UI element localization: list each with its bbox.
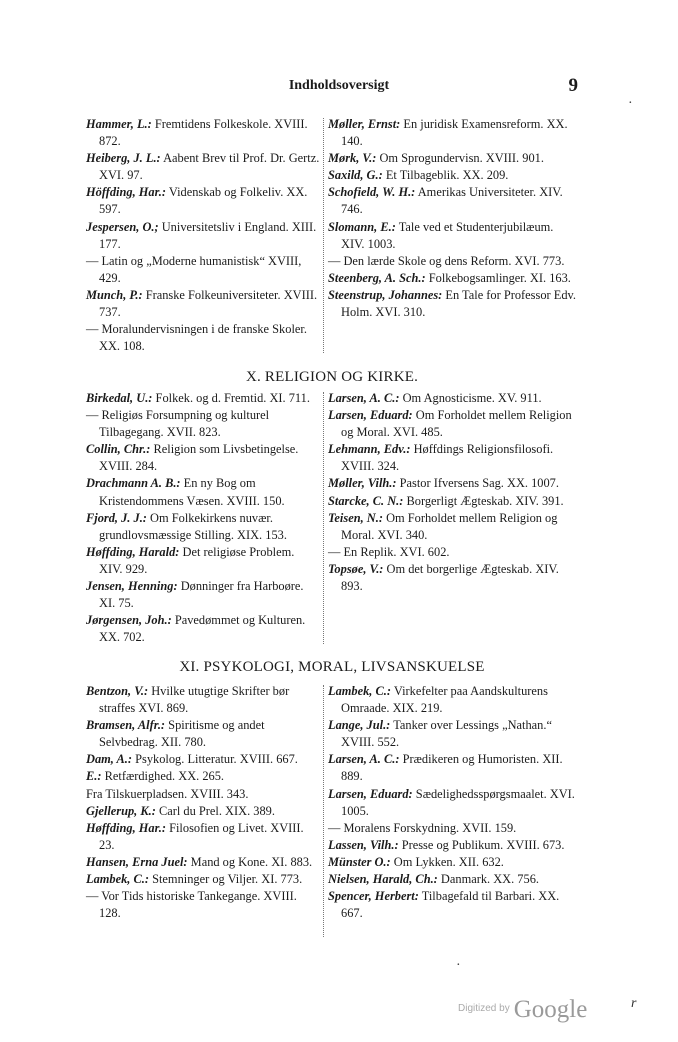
author-name: Lambek, C.: — [328, 684, 391, 698]
index-entry — [86, 475, 320, 509]
entry-text: Pavedømmet og Kulturen. XX. 702. — [99, 613, 306, 645]
author-name: Jørgensen, Joh.: — [86, 613, 172, 628]
index-entry — [328, 820, 578, 837]
entry-text: Om Forholdet mellem Religion og Moral. XVI. 340. — [341, 510, 558, 542]
entry-text: — Vor Tids historiske Tankegange. XVIII. 128. — [86, 889, 297, 921]
author-name: Lange, Jul.: — [328, 718, 391, 733]
index-entry — [328, 493, 578, 510]
author-name: Larsen, Eduard: — [328, 786, 413, 801]
author-name: Teisen, N.: — [328, 510, 383, 525]
author-name: Høffding, Harald: — [86, 544, 180, 559]
entry-text: Amerikas Universiteter. XIV. 746. — [341, 185, 563, 217]
entry-text: Fra Tilskuerpladsen. XVIII. 343. — [86, 786, 249, 801]
author-name: Nielsen, Harald, Ch.: — [328, 872, 438, 887]
left-column — [86, 116, 320, 355]
entry-text: En Tale for Professor Edv. Holm. XVI. 310. — [341, 287, 577, 320]
author-name: Hammer, L.: — [86, 117, 152, 131]
entry-text: Fremtidens Folkeskole. XVIII. 872. — [99, 117, 308, 149]
index-entry — [86, 219, 320, 253]
entry-text: En ny Bog om Kristendommens Væsen. XVIII. 150. — [99, 476, 285, 508]
author-name: Steenberg, A. Sch.: — [328, 270, 426, 285]
index-entry — [328, 253, 578, 270]
author-name: Lassen, Vilh.: — [328, 837, 399, 852]
index-entry — [86, 253, 320, 287]
scan-mark: · — [628, 96, 633, 111]
index-entry — [86, 578, 320, 612]
page-number: 9 — [568, 75, 578, 96]
index-entry — [86, 888, 320, 922]
entry-text: Religion som Livsbetingelse. XVIII. 284. — [99, 442, 299, 474]
index-entry — [328, 270, 578, 287]
author-name: Schofield, W. H.: — [328, 185, 416, 200]
author-name: Lambek, C.: — [86, 872, 149, 887]
index-entry — [328, 786, 578, 820]
index-entry — [86, 871, 320, 888]
index-entry — [86, 116, 320, 150]
entry-text: — Latin og „Moderne humanistisk“ XVIII, 429. — [86, 253, 302, 285]
index-entry — [328, 475, 578, 492]
index-entry — [328, 390, 578, 407]
google-logo: Google — [513, 996, 588, 1023]
author-name: Gjellerup, K.: — [86, 803, 156, 818]
author-name: E.: — [86, 769, 102, 784]
entry-text: Et Tilbageblik. XX. 209. — [385, 168, 509, 183]
index-entry — [328, 150, 578, 167]
index-entry — [328, 407, 578, 441]
author-name: Møller, Vilh.: — [328, 476, 397, 491]
entry-text: Stemninger og Viljer. XI. 773. — [152, 872, 303, 887]
entry-text: — En Replik. XVI. 602. — [328, 544, 450, 559]
index-entry — [328, 287, 578, 321]
page-header — [0, 75, 678, 100]
index-entry — [328, 219, 578, 253]
author-name: Jensen, Henning: — [86, 579, 178, 594]
author-name: Topsøe, V.: — [328, 561, 384, 576]
author-name: Collin, Chr.: — [86, 442, 151, 457]
entry-text: — Moralundervisningen i de franske Skoler. XX. 108. — [86, 322, 307, 354]
entry-text: Tilbagefald til Barbari. XX. 667. — [341, 889, 560, 921]
index-entry — [328, 116, 578, 150]
index-entry — [328, 561, 578, 595]
entry-text: Det religiøse Problem. XIV. 929. — [99, 544, 295, 576]
index-entry — [86, 820, 320, 854]
entry-text: Hvilke utugtige Skrifter bør straffes XVI. 869. — [99, 684, 290, 716]
author-name: Bentzon, V.: — [86, 684, 149, 698]
entry-text: Prædikeren og Humoristen. XII. 889. — [341, 752, 563, 784]
index-entry — [328, 871, 578, 888]
right-column — [328, 116, 578, 321]
entry-text: Om Forholdet mellem Religion og Moral. XVI. 485. — [341, 408, 572, 440]
entry-text: — Moralens Forskydning. XVII. 159. — [328, 820, 517, 835]
author-name: Larsen, A. C.: — [328, 752, 400, 767]
author-name: Mørk, V.: — [328, 151, 377, 166]
index-entry — [86, 612, 320, 646]
index-entry — [328, 854, 578, 871]
index-entry — [328, 751, 578, 785]
author-name: Birkedal, U.: — [86, 391, 153, 405]
right-column — [328, 683, 578, 922]
index-entry — [86, 544, 320, 578]
author-name: Larsen, Eduard: — [328, 408, 413, 423]
author-name: Slomann, E.: — [328, 219, 396, 234]
entry-text: Om Sprogundervisn. XVIII. 901. — [379, 151, 544, 166]
column-divider — [323, 685, 324, 937]
digitized-watermark — [458, 996, 587, 1026]
index-entry — [328, 184, 578, 218]
entry-text: Om Folkekirkens nuvær. grundlovsmæssige Stilling. XIX. 153. — [99, 510, 287, 542]
entry-text: Dønninger fra Harboøre. XI. 75. — [99, 579, 304, 611]
author-name: Heiberg, J. L.: — [86, 151, 161, 166]
entry-text: En juridisk Examensreform. XX. 140. — [341, 117, 568, 149]
entry-text: Om det borgerlige Ægteskab. XIV. 893. — [341, 561, 559, 594]
entry-text: Mand og Kone. XI. 883. — [190, 854, 313, 869]
entry-text: — Den lærde Skole og dens Reform. XVI. 773. — [328, 253, 565, 268]
running-title: Indholdsoversigt — [288, 78, 390, 93]
index-entry — [86, 786, 320, 803]
index-entry — [86, 407, 320, 441]
entry-text: Tale ved et Studenterjubilæum. XIV. 1003. — [341, 219, 554, 251]
column-divider — [323, 392, 324, 644]
index-entry — [86, 803, 320, 820]
entry-text: Sædelighedsspørgsmaalet. XVI. 1005. — [341, 786, 575, 818]
index-entry — [328, 167, 578, 184]
right-column — [328, 390, 578, 595]
author-name: Münster O.: — [328, 854, 391, 869]
index-entry — [86, 390, 320, 407]
author-name: Møller, Ernst: — [328, 117, 401, 131]
index-entry — [86, 768, 320, 785]
author-name: Drachmann A. B.: — [86, 476, 181, 491]
scan-mark: r — [631, 996, 637, 1011]
author-name: Larsen, A. C.: — [328, 391, 400, 405]
entry-text: Videnskab og Folkeliv. XX. 597. — [99, 185, 308, 217]
index-entry — [86, 321, 320, 355]
index-entry — [328, 717, 578, 751]
entry-text: Aabent Brev til Prof. Dr. Gertz. XVI. 97. — [99, 151, 320, 183]
index-entry — [86, 150, 320, 184]
author-name: Saxild, G.: — [328, 168, 383, 183]
author-name: Fjord, J. J.: — [86, 510, 147, 525]
entry-text: Filosofien og Livet. XVIII. 23. — [99, 820, 304, 852]
index-entry — [86, 751, 320, 768]
entry-text: Pastor Ifversens Sag. XX. 1007. — [399, 476, 559, 491]
scan-mark: · — [456, 958, 461, 973]
entry-text: Folkek. og d. Fremtid. XI. 711. — [155, 391, 310, 405]
left-column — [86, 683, 320, 922]
entry-text: Carl du Prel. XIX. 389. — [158, 803, 275, 818]
author-name: Starcke, C. N.: — [328, 493, 404, 508]
index-entry — [328, 510, 578, 544]
left-column — [86, 390, 320, 646]
index-entry — [86, 854, 320, 871]
index-entry — [328, 441, 578, 475]
author-name: Dam, A.: — [86, 752, 133, 767]
index-entry — [328, 683, 578, 717]
column-divider — [323, 118, 324, 353]
author-name: Lehmann, Edv.: — [328, 442, 411, 457]
author-name: Bramsen, Alfr.: — [86, 718, 166, 733]
entry-text: Danmark. XX. 756. — [440, 872, 539, 887]
author-name: Höffding, Har.: — [86, 185, 166, 200]
index-entry — [86, 441, 320, 475]
entry-text: Franske Folkeuniversiteter. XVIII. 737. — [99, 287, 318, 320]
index-entry — [328, 888, 578, 922]
entry-text: — Religiøs Forsumpning og kulturel Tilbagegang. XVII. 823. — [86, 408, 270, 440]
index-entry — [86, 683, 320, 717]
entry-text: Om Agnosticisme. XV. 911. — [402, 391, 542, 405]
author-name: Jespersen, O.; — [86, 219, 159, 234]
entry-text: Folkebogsamlinger. XI. 163. — [428, 270, 571, 285]
index-entry — [86, 287, 320, 321]
index-entry — [86, 717, 320, 751]
section-heading-psykologi: XI. PSYKOLOGI, MORAL, LIVSANSKUELSE — [179, 659, 485, 675]
entry-text: Borgerligt Ægteskab. XIV. 391. — [406, 493, 564, 508]
entry-text: Om Lykken. XII. 632. — [393, 854, 504, 869]
watermark-prefix: Digitized by — [458, 1003, 510, 1014]
entry-text: Spiritisme og andet Selvbedrag. XII. 780. — [99, 718, 265, 750]
entry-text: Virkefelter paa Aandskulturens Omraade. XIX. 219. — [341, 684, 548, 716]
author-name: Steenstrup, Johannes: — [328, 287, 443, 302]
index-entry — [328, 837, 578, 854]
author-name: Hansen, Erna Juel: — [86, 854, 188, 869]
entry-text: Universitetsliv i England. XIII. 177. — [99, 219, 317, 251]
entry-text: Psykolog. Litteratur. XVIII. 667. — [135, 752, 298, 767]
index-entry — [328, 544, 578, 561]
index-entry — [86, 510, 320, 544]
entry-text: Retfærdighed. XX. 265. — [104, 769, 225, 784]
author-name: Munch, P.: — [86, 287, 143, 302]
entry-text: Presse og Publikum. XVIII. 673. — [401, 837, 565, 852]
index-entry — [86, 184, 320, 218]
author-name: Spencer, Herbert: — [328, 889, 419, 904]
author-name: Høffding, Har.: — [86, 820, 166, 835]
entry-text: Tanker over Lessings „Nathan.“ XVIII. 552. — [341, 718, 552, 750]
section-heading-religion: X. RELIGION OG KIRKE. — [245, 369, 419, 385]
entry-text: Høffdings Religionsfilosofi. XVIII. 324. — [341, 442, 554, 474]
